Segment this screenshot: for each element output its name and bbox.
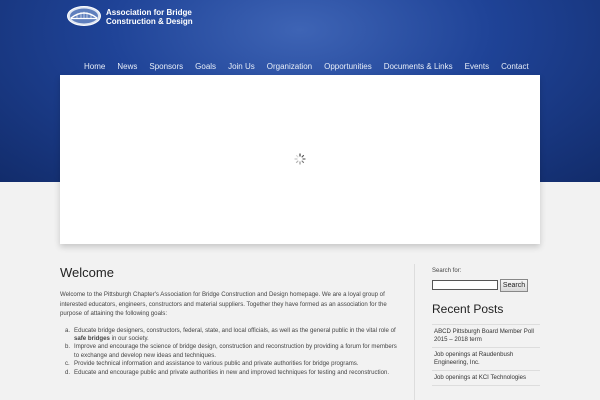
goal-text: Educate bridge designers, constructors, federal, state, and local officials, as well as the general public in the vital role of bbox=[74, 326, 396, 334]
goal-text: Provide technical information and assistance to various public and private authorities for bridge programs. bbox=[74, 360, 359, 368]
nav-home[interactable]: Home bbox=[84, 62, 106, 71]
search-button[interactable]: Search bbox=[500, 279, 528, 292]
site-name-line1: Association for Bridge bbox=[106, 8, 192, 17]
goal-text: Improve and encourage the science of bridge design, construction and reconstruction by providing a forum for members to exchange and develop new ideas and techniques. bbox=[74, 343, 397, 359]
bridge-logo-icon[interactable] bbox=[67, 6, 101, 26]
list-marker: c. bbox=[65, 360, 70, 368]
list-item[interactable]: ABCD Pittsburgh Board Member Poll 2015 – 2018 term bbox=[432, 324, 540, 348]
list-item bbox=[65, 360, 400, 368]
site-name[interactable] bbox=[106, 8, 193, 26]
search-form bbox=[432, 279, 542, 293]
list-item bbox=[65, 368, 400, 377]
list-marker: d. bbox=[65, 368, 71, 376]
intro-paragraph: Welcome to the Pittsburgh Chapter's Association for Bridge Construction and Design homepage. We are a loyal group of interested educators, engineers, constructors and material suppliers. Together they have formed as an association for the purpose of attaining the following goals: bbox=[60, 291, 387, 317]
list-item[interactable]: Job openings at Raudenbush Engineering, Inc. bbox=[432, 348, 540, 371]
nav-contact[interactable]: Contact bbox=[501, 62, 529, 71]
goal-text: Educate and encourage public and private authorities in new and improved techniques for testing and reconstruction. bbox=[74, 368, 390, 376]
image-slider[interactable] bbox=[60, 75, 540, 244]
loading-spinner-icon bbox=[294, 153, 306, 165]
search-label: Search for: bbox=[432, 268, 462, 274]
nav-events[interactable]: Events bbox=[464, 62, 490, 71]
recent-posts-list bbox=[432, 324, 540, 386]
nav-sponsors[interactable]: Sponsors bbox=[149, 62, 184, 71]
nav-goals[interactable]: Goals bbox=[195, 62, 217, 71]
nav-join-us[interactable]: Join Us bbox=[228, 62, 255, 71]
page-title: Welcome bbox=[60, 265, 114, 280]
list-marker: a. bbox=[65, 326, 71, 334]
main-nav bbox=[78, 61, 535, 73]
main-content bbox=[60, 265, 400, 377]
goal-text-end: in our society. bbox=[109, 334, 149, 342]
sidebar bbox=[432, 266, 542, 381]
list-item bbox=[65, 343, 400, 360]
recent-posts-title: Recent Posts bbox=[432, 302, 504, 316]
list-marker: b. bbox=[65, 343, 71, 351]
search-input[interactable] bbox=[432, 280, 498, 290]
goal-emphasis: safe bridges bbox=[74, 334, 110, 342]
nav-news[interactable]: News bbox=[117, 62, 138, 71]
goals-list bbox=[60, 327, 400, 377]
list-item bbox=[65, 326, 400, 344]
list-item[interactable]: Job openings at KCI Technologies bbox=[432, 371, 540, 386]
nav-documents-links[interactable]: Documents & Links bbox=[383, 62, 453, 71]
nav-organization[interactable]: Organization bbox=[266, 62, 313, 71]
nav-opportunities[interactable]: Opportunities bbox=[324, 62, 372, 71]
site-name-line2: Construction & Design bbox=[106, 17, 193, 26]
sidebar-divider bbox=[414, 264, 415, 400]
